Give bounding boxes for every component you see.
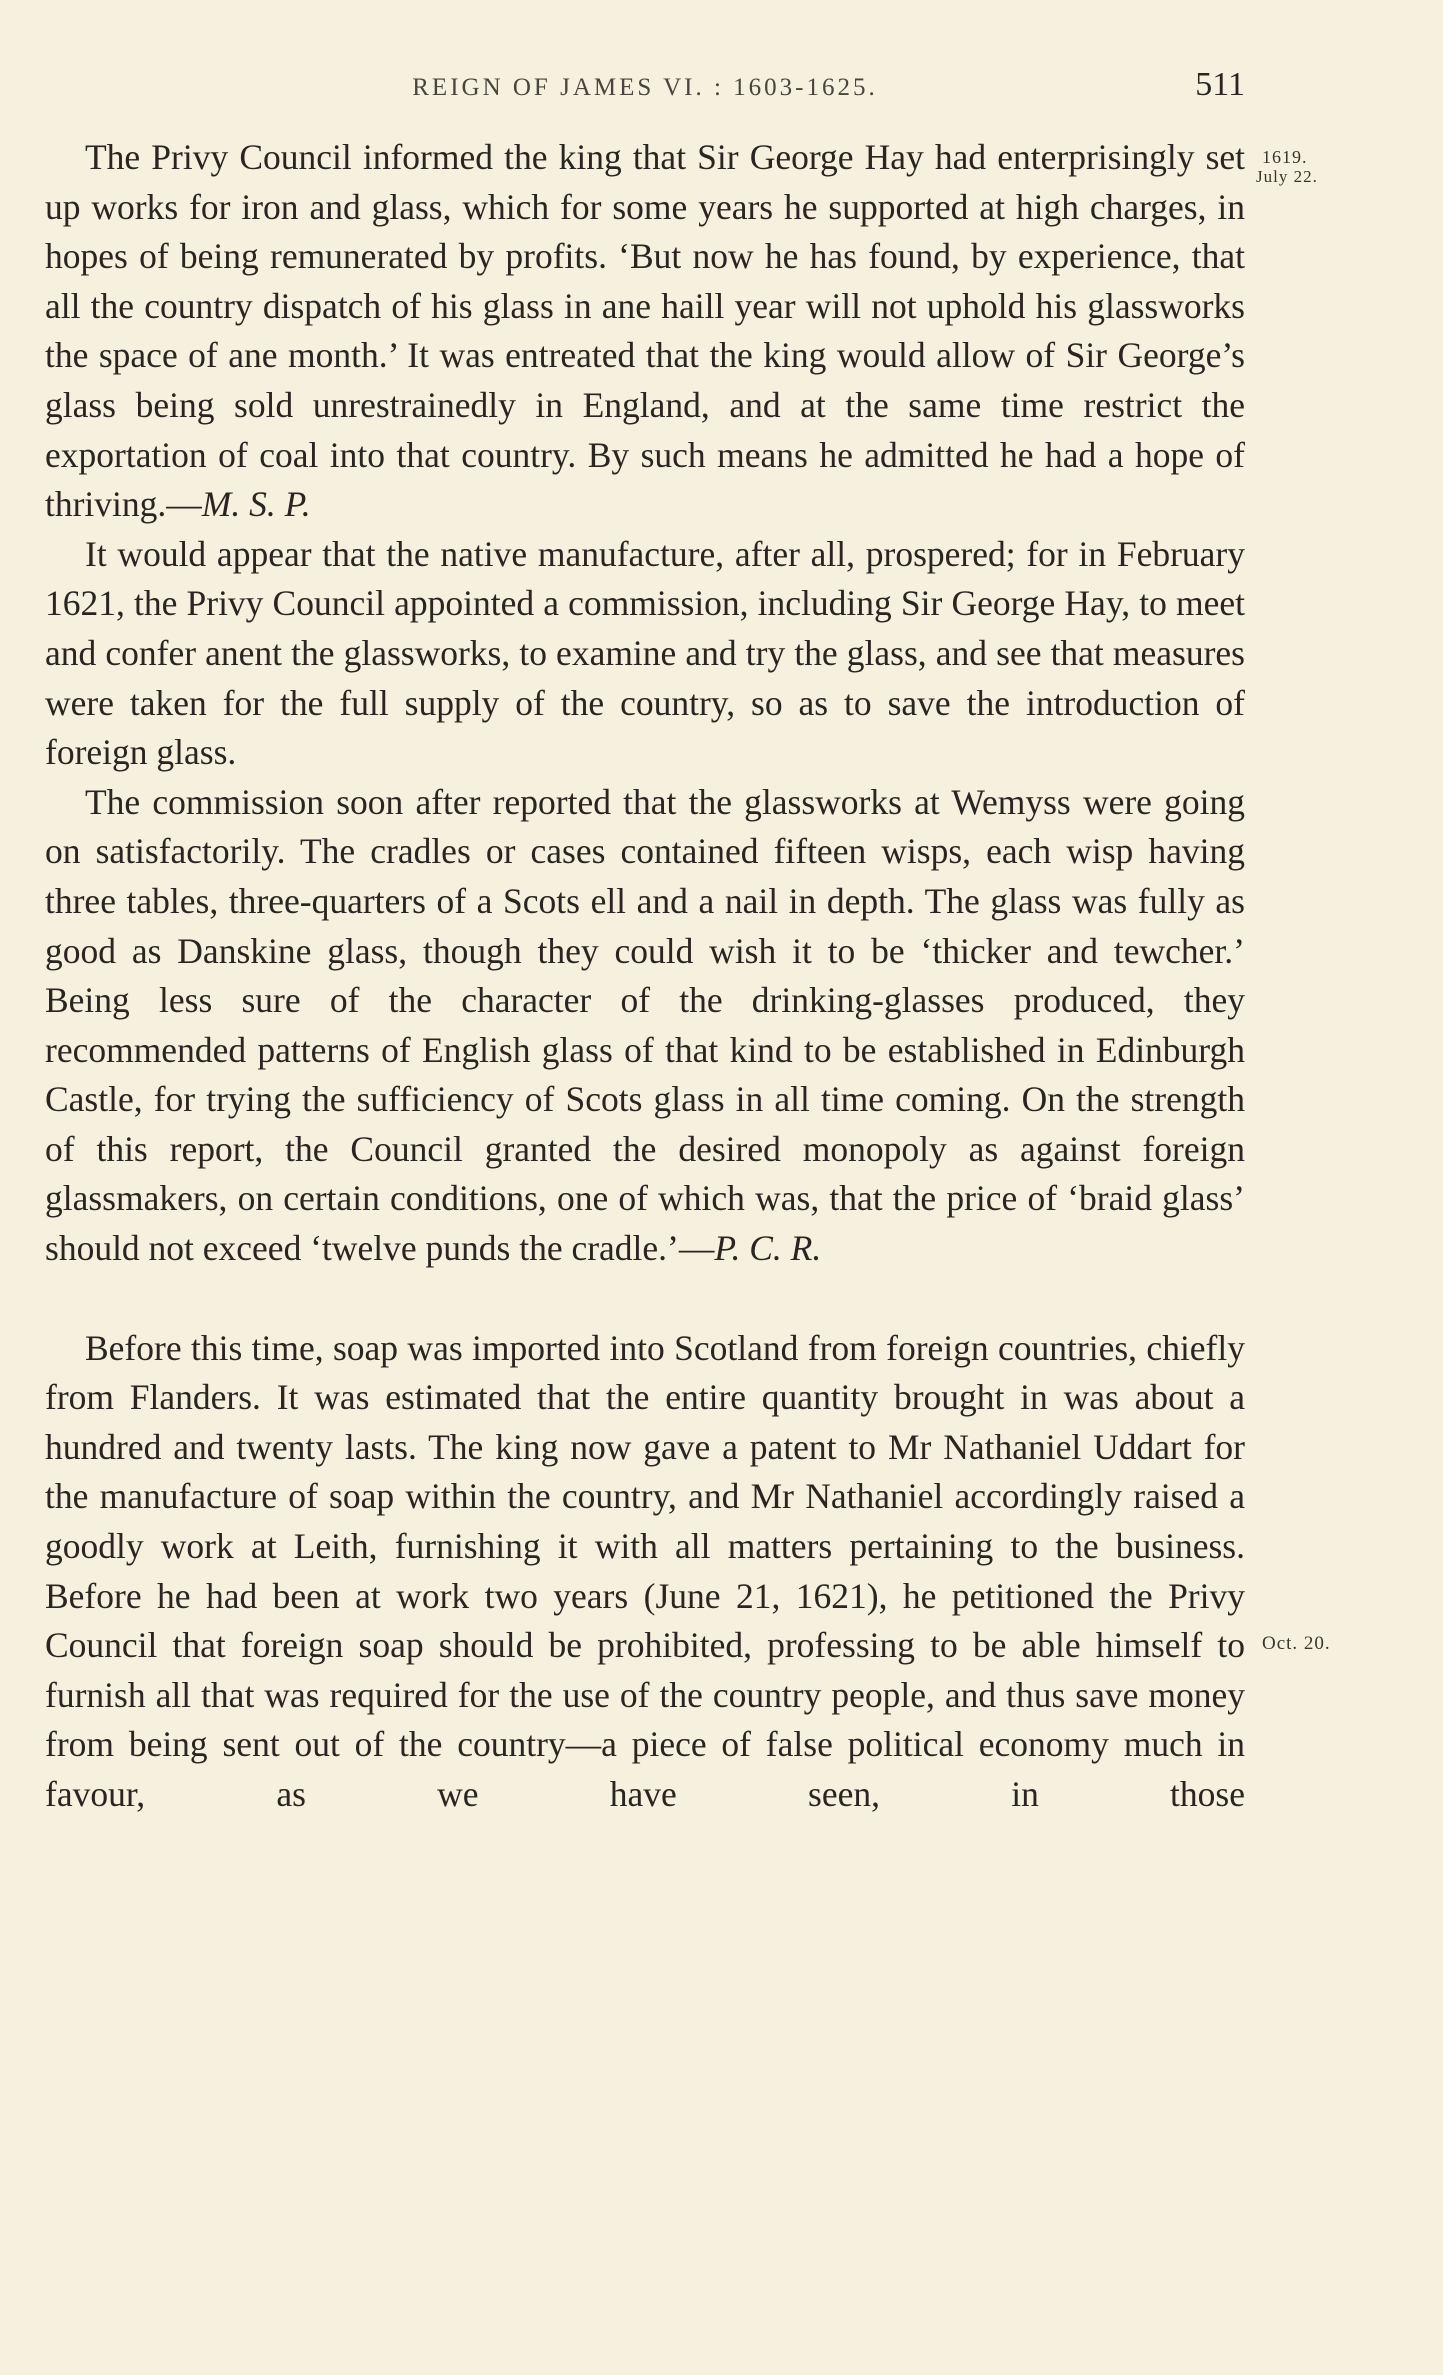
paragraph-1-text: The Privy Council informed the king that Sir George Hay had enterprisingly set up works for iron and glass, which for some years he supported at high charges, in hopes of being remunerated by profits. ‘But now he has found, by experience, that all the country dispatch of his glass in ane haill year will not uphold his glassworks the space of ane month.’ It was entreated that the king would allow of Sir George’s glass being sold unrestrainedly in England, and at the same time restrict the exportation of coal into that country. By such means he admitted he had a hope of thriving.— (45, 137, 1245, 525)
citation-pcr: P. C. R. (714, 1228, 822, 1269)
page-number: 511 (1195, 66, 1245, 103)
body-text (45, 133, 1245, 1820)
section-gap (45, 1274, 1245, 1324)
paragraph-1 (45, 133, 1245, 530)
paragraph-3-text: The commission soon after reported that the glassworks at Wemyss were going on satisfactorily. The cradles or cases contained fifteen wisps, each wisp having three tables, three-quarters of a Scots ell and a nail in depth. The glass was fully as good as Danskine glass, though they could wish it to be ‘thicker and tewcher.’ Being less sure of the character of the drinking-glasses produced, they recommended patterns of English glass of that kind to be established in Edinburgh Castle, for trying the sufficiency of Scots glass in all time coming. On the strength of this report, the Council granted the desired monopoly as against foreign glassmakers, on certain conditions, one of which was, that the price of ‘braid glass’ should not exceed ‘twelve punds the cradle.’— (45, 781, 1245, 1269)
paragraph-4: Before this time, soap was imported into Scotland from foreign countries, chiefly from Flanders. It was estimated that the entire quantity brought in was about a hundred and twenty lasts. The king now gave a patent to Mr Nathaniel Uddart for the manufacture of soap within the country, and Mr Nathaniel accordingly raised a goodly work at Leith, furnishing it with all matters pertaining to the business. Before he had been at work two years (June 21, 1621), he petitioned the Privy Council that foreign soap should be prohibited, professing to be able himself to furnish all that was required for the use of the country people, and thus save money from being sent out of the country—a piece of false political economy much in favour, as we have seen, in those (45, 1327, 1245, 1814)
margin-note-date-1 (1256, 147, 1318, 187)
paragraph-2: It would appear that the native manufacture, after all, prospered; for in February 1621, the Privy Council appointed a commission, including Sir George Hay, to meet and confer anent the glassworks, to examine and try the glass, and see that measures were taken for the full supply of the country, so as to save the introduction of foreign glass. (45, 533, 1245, 773)
citation-msp: M. S. P. (201, 484, 311, 525)
running-head (45, 66, 1245, 116)
paragraph-3 (45, 778, 1245, 1274)
margin-note-year: 1619. (1262, 147, 1308, 167)
margin-note-date-2: Oct. 20. (1262, 1633, 1331, 1654)
margin-note-day: July 22. (1256, 167, 1318, 186)
running-title: REIGN OF JAMES VI. : 1603-1625. (412, 74, 878, 101)
